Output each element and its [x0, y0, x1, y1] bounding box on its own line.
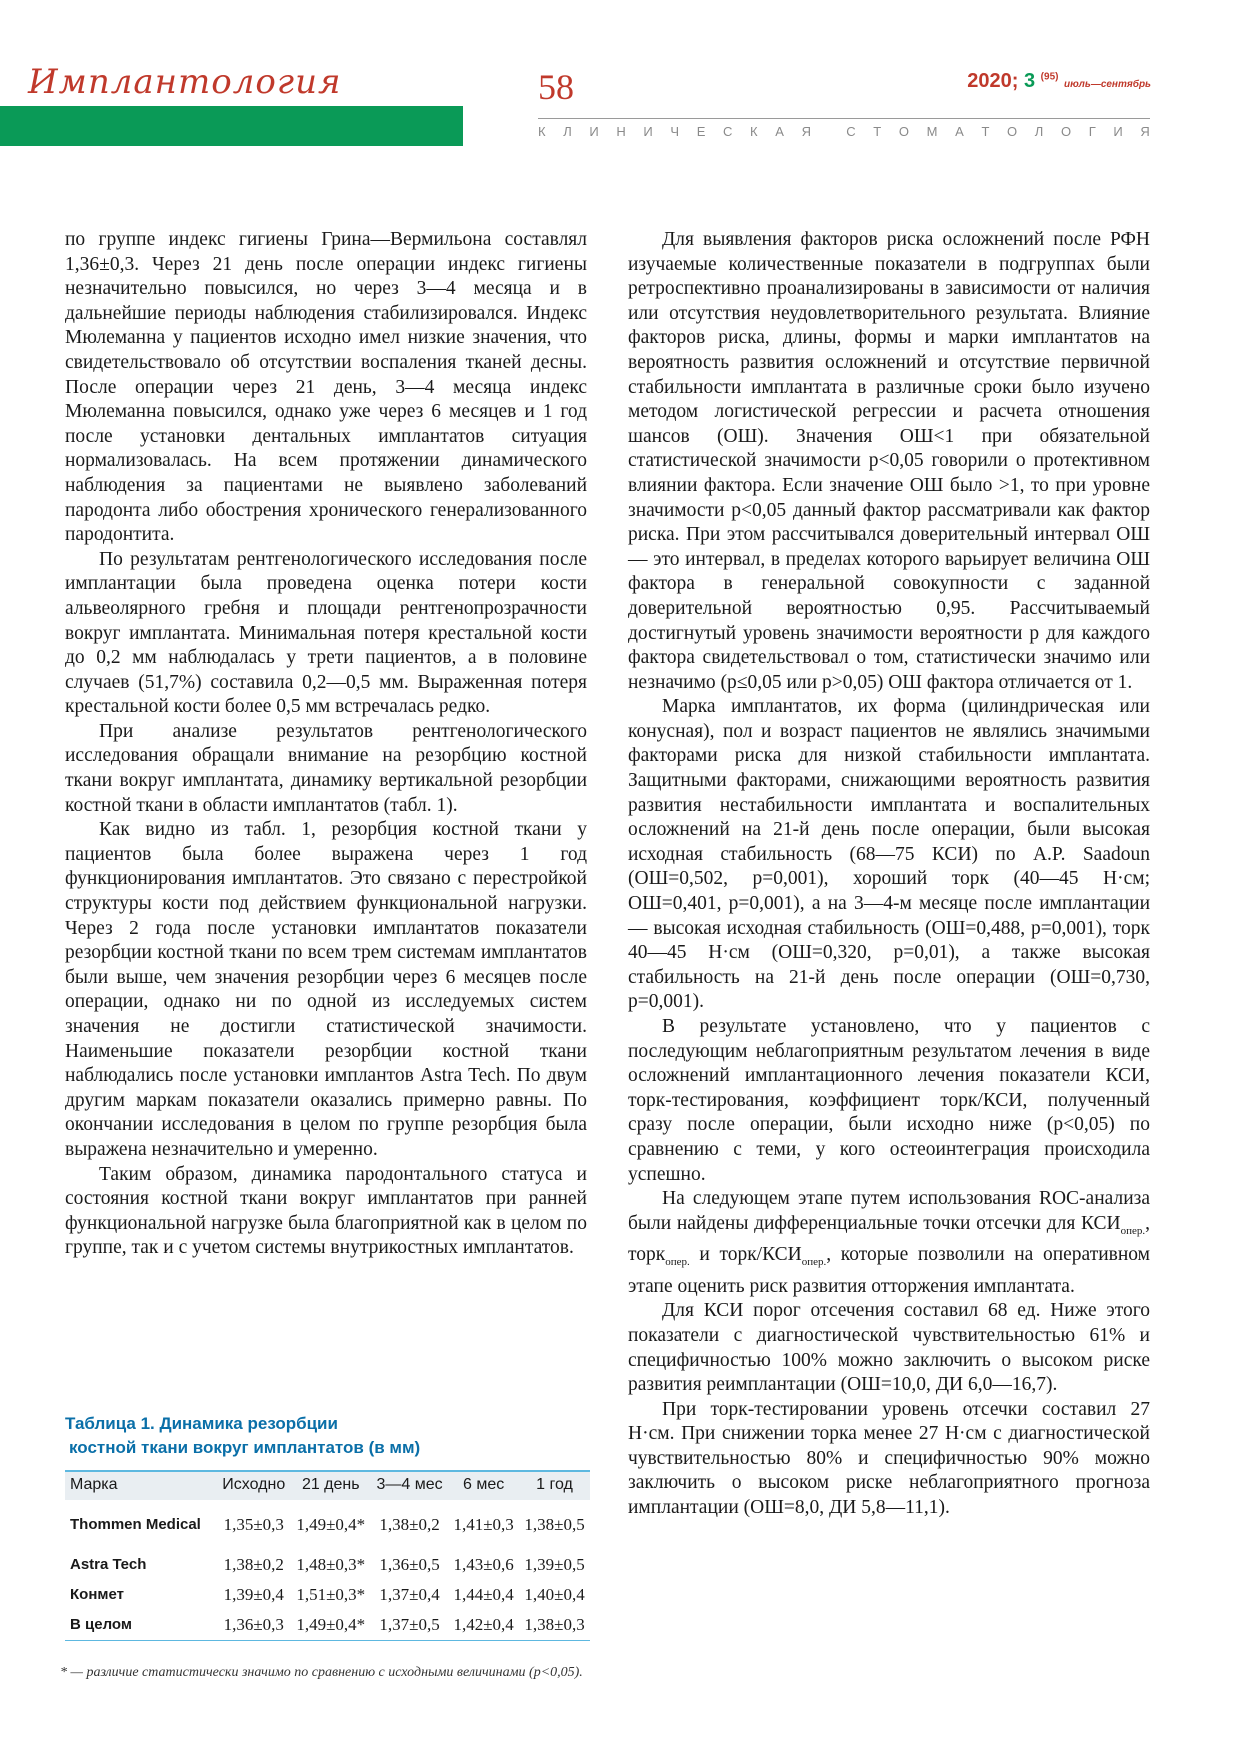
table-cell: 1,38±0,5 — [524, 1515, 585, 1534]
table-header-row — [65, 1471, 590, 1500]
subscript: опер. — [801, 1256, 827, 1269]
journal-letter: А — [955, 124, 964, 139]
text-span: , торк — [628, 1212, 1150, 1266]
table-caption — [65, 1412, 587, 1460]
paragraph: по группе индекс гигиены Грина—Вермильона составлял 1,36±0,3. Через 21 день после операции индекс гигиены незначительно повысился, но через 3—4 месяца и в дальнейшие периоды наблюдения стабилизировался. Индекс Мюлеманна у пациентов исходно имел низкие значения, что свидетельствовало об отсутствии воспаления тканей десны. После операции через 21 день, 3—4 месяца индекс Мюлеманна повысился, однако уже через 6 месяцев и 1 год после установки дентальных имплантатов ситуация нормализовалась. На всем протяжении динамического наблюдения за пациентами не выявлено заболеваний пародонта либо обострения хронического генерализованного пародонтита. — [65, 229, 587, 546]
table-cell: 1,44±0,4 — [453, 1585, 514, 1604]
journal-letter: Я — [1140, 124, 1150, 139]
table-cell: 1,38±0,2 — [223, 1555, 284, 1574]
table-cell: 1,36±0,3 — [217, 1610, 291, 1641]
brand-cell: Astra Tech — [70, 1556, 147, 1573]
journal-letter: С — [846, 124, 856, 139]
journal-letter: А — [775, 124, 784, 139]
issue-info — [967, 70, 1151, 93]
paragraph: При торк-тестировании уровень отсечки составил 27 Н·см. При снижении торка менее 27 Н·см с диагностической чувствительностью 80% и специфичностью 90% можно заключить о высоком риске неблагоприятного прогноза имплантации (ОШ=8,0, ДИ 5,8—11,1). — [628, 1398, 1150, 1519]
table-footnote: * — различие статистически значимо по сравнению с исходными величинами (p<0,05). — [60, 1665, 583, 1680]
section-title: Имплантология — [28, 62, 342, 102]
table-cell: 1,39±0,4 — [223, 1585, 284, 1604]
table-cell: 1,39±0,5 — [524, 1555, 585, 1574]
table-row — [65, 1550, 590, 1580]
paragraph: Марка имплантатов, их форма (цилиндрическая или конусная), пол и возраст пациентов не являлись значимыми факторами риска для низкой стабильности имплантата. Защитными факторами, снижающими вероятность развития развития нестабильности имплантата и воспалительных осложнений на 21-й день после операции, были высокая исходная стабильность (68—75 КСИ) по A.P. Saadoun (ОШ=0,502, p=0,001), хороший торк (40—45 Н·см; ОШ=0,401, p=0,001), а на 3—4-м месяце после имплантации — высокая исходная стабильность (ОШ=0,488, p=0,001), торк 40—45 Н·см (ОШ=0,320, p=0,01), а также высокая стабильность на 21-й день после операции (ОШ=0,730, p=0,001). — [628, 696, 1150, 1013]
table-cell: 1,49±0,4* — [296, 1515, 366, 1534]
column-header: Исходно — [217, 1471, 291, 1500]
paragraph: При анализе результатов рентгенологического исследования обращали внимание на резорбцию костной ткани вокруг имплантата, динамику вертикальной резорбции костной ткани в области имплантатов (табл. 1). — [65, 720, 587, 816]
table-cell: 1,37±0,5 — [371, 1610, 448, 1641]
section-color-bar — [0, 106, 463, 146]
journal-letter: Я — [801, 124, 811, 139]
journal-letter: М — [926, 124, 938, 139]
journal-letter: С — [723, 124, 733, 139]
journal-letter: Г — [1088, 124, 1096, 139]
right-column — [628, 228, 1150, 1521]
column-header: 1 год — [519, 1471, 590, 1500]
journal-letter: Т — [873, 124, 882, 139]
journal-letter: И — [1113, 124, 1123, 139]
journal-name — [538, 124, 1150, 139]
issue-year: 2020; — [967, 70, 1019, 92]
table-cell: 1,42±0,4 — [448, 1610, 519, 1641]
paragraph: Для КСИ порог отсечения составил 68 ед. Ниже этого показатели с диагностической чувствительностью 61% и специфичностью 100% можно заключить о высоком риске развития реимплантации (ОШ=10,0, ДИ 6,0—16,7). — [628, 1300, 1150, 1396]
data-table — [65, 1470, 590, 1641]
journal-letter: Н — [616, 124, 626, 139]
journal-letter: Т — [981, 124, 990, 139]
paragraph: Для выявления факторов риска осложнений после РФН изучаемые количественные показатели в подгруппах были ретроспективно проанализированы в зависимости от наличия или отсутствия неудовлетворительного результата. Влияние факторов риска, длины, формы и марки имплантатов на вероятность развития осложнений и отсутствие первичной стабильности имплантата в различные сроки было изучено методом логистической регрессии и расчета отношения шансов (ОШ). Значения ОШ<1 при обязательной статистической значимости p<0,05 говорили о протективном влиянии фактора. Если значение ОШ было >1, то при уровне значимости p<0,05 данный фактор рассматривали как фактор риска. При этом рассчитывался доверительный интервал ОШ — это интервал, в пределах которого варьирует величина ОШ фактора в генеральной совокупности с заданной доверительной вероятностью 0,95. Рассчитываемый достигнутый уровень значимости вероятности p для каждого фактора свидетельствовал о том, статистически значимо или незначимо (p≤0,05 или p>0,05) ОШ фактора отличается от 1. — [628, 229, 1150, 693]
table-row — [65, 1580, 590, 1610]
table-cell: 1,35±0,3 — [223, 1515, 284, 1534]
brand-cell: Thommen Medical — [70, 1516, 201, 1533]
left-column — [65, 228, 587, 1261]
paragraph: В результате установлено, что у пациентов с последующим неблагоприятным результатом лечения в виде осложнений имплантационного лечения показатели КСИ, торк-тестирования, коэффициент торк/КСИ, полученный сразу после операции, были исходно ниже (p<0,05) по сравнению с теми, у кого остеоинтеграция происходила успешно. — [628, 1016, 1150, 1185]
table-caption-line: Таблица 1. Динамика резорбции — [65, 1414, 338, 1433]
journal-letter: Ч — [670, 124, 680, 139]
journal-letter: Е — [696, 124, 706, 139]
column-header: Марка — [65, 1471, 217, 1500]
issue-sup: (95) — [1040, 71, 1059, 83]
page-number: 58 — [538, 67, 574, 107]
table-caption-line: костной ткани вокруг имплантатов (в мм) — [69, 1438, 421, 1457]
column-header: 6 мес — [448, 1471, 519, 1500]
journal-letter: О — [898, 124, 909, 139]
brand-cell: Конмет — [70, 1586, 124, 1603]
text-span: , которые позволили на оперативном этапе оценить риск развития отторжения имплантата. — [628, 1244, 1151, 1297]
table-cell: 1,49±0,4* — [291, 1610, 371, 1641]
subscript: опер. — [665, 1256, 690, 1269]
table-cell: 1,51±0,3* — [296, 1585, 366, 1604]
paragraph: По результатам рентгенологического исследования после имплантации была проведена оценка потери кости альвеолярного гребня и площади рентгенопрозрачности вокруг имплантата. Минимальная потеря крестальной кости до 0,2 мм наблюдалась у трети пациентов, а в половине случаев (51,7%) составила 0,2—0,5 мм. Выраженная потеря крестальной кости более 0,5 мм встречалась редко. — [65, 548, 587, 718]
table-cell: 1,40±0,4 — [524, 1585, 585, 1604]
table-row — [65, 1610, 590, 1641]
journal-letter: И — [589, 124, 599, 139]
paragraph: Как видно из табл. 1, резорбция костной ткани у пациентов была более выражена через 1 год функционирования имплантатов. Это связано с перестройкой структуры кости под действием функциональной нагрузки. Через 2 года после установки имплантатов показатели резорбции костной ткани по всем трем системам имплантатов были выше, чем значения резорбции через 6 месяцев после операции, однако ни по одной из исследуемых систем значения не достигли статистической значимости. Наименьшие показатели резорбции костной ткани наблюдались после установки имплантов Astra Tech. По двум другим маркам показатели оказались примерно равны. По окончании исследования в целом по группе резорбция была выражена незначительно и умеренно. — [65, 819, 587, 1160]
journal-letter: О — [1060, 124, 1072, 139]
table-cell: 1,38±0,3 — [519, 1610, 590, 1641]
resorption-table — [65, 1470, 590, 1641]
paragraph — [628, 1187, 1150, 1299]
paragraph: Таким образом, динамика пародонтального статуса и состояния костной ткани вокруг имплантатов при ранней функциональной нагрузке была благоприятной как в целом по группе, так и с учетом системы внутрикостных имплантатов. — [65, 1163, 587, 1259]
text-span: и торк/КСИ — [689, 1244, 802, 1266]
column-header: 21 день — [291, 1471, 371, 1500]
issue-number: 3 — [1023, 70, 1036, 92]
table-row — [65, 1500, 590, 1550]
table-cell: 1,36±0,5 — [379, 1555, 440, 1574]
journal-letter: К — [538, 124, 546, 139]
table-cell: 1,41±0,3 — [453, 1515, 514, 1534]
brand-cell: В целом — [65, 1610, 217, 1641]
journal-letter: И — [643, 124, 653, 139]
column-header: 3—4 мес — [371, 1471, 448, 1500]
table-cell: 1,48±0,3* — [296, 1555, 366, 1574]
text-span: На следующем этапе путем использования ROC-анализа были найдены дифференциальные точки отсечки для КСИ — [628, 1188, 1150, 1234]
journal-letter: О — [1007, 124, 1018, 139]
journal-letter: Л — [563, 124, 572, 139]
table-cell: 1,38±0,2 — [379, 1515, 440, 1534]
journal-letter: Л — [1034, 124, 1044, 139]
table-cell: 1,43±0,6 — [453, 1555, 514, 1574]
issue-months: июль—сентябрь — [1064, 79, 1151, 90]
header-rule — [538, 118, 1150, 119]
journal-letter: К — [750, 124, 758, 139]
table-cell: 1,37±0,4 — [379, 1585, 440, 1604]
subscript: опер. — [1120, 1224, 1146, 1237]
